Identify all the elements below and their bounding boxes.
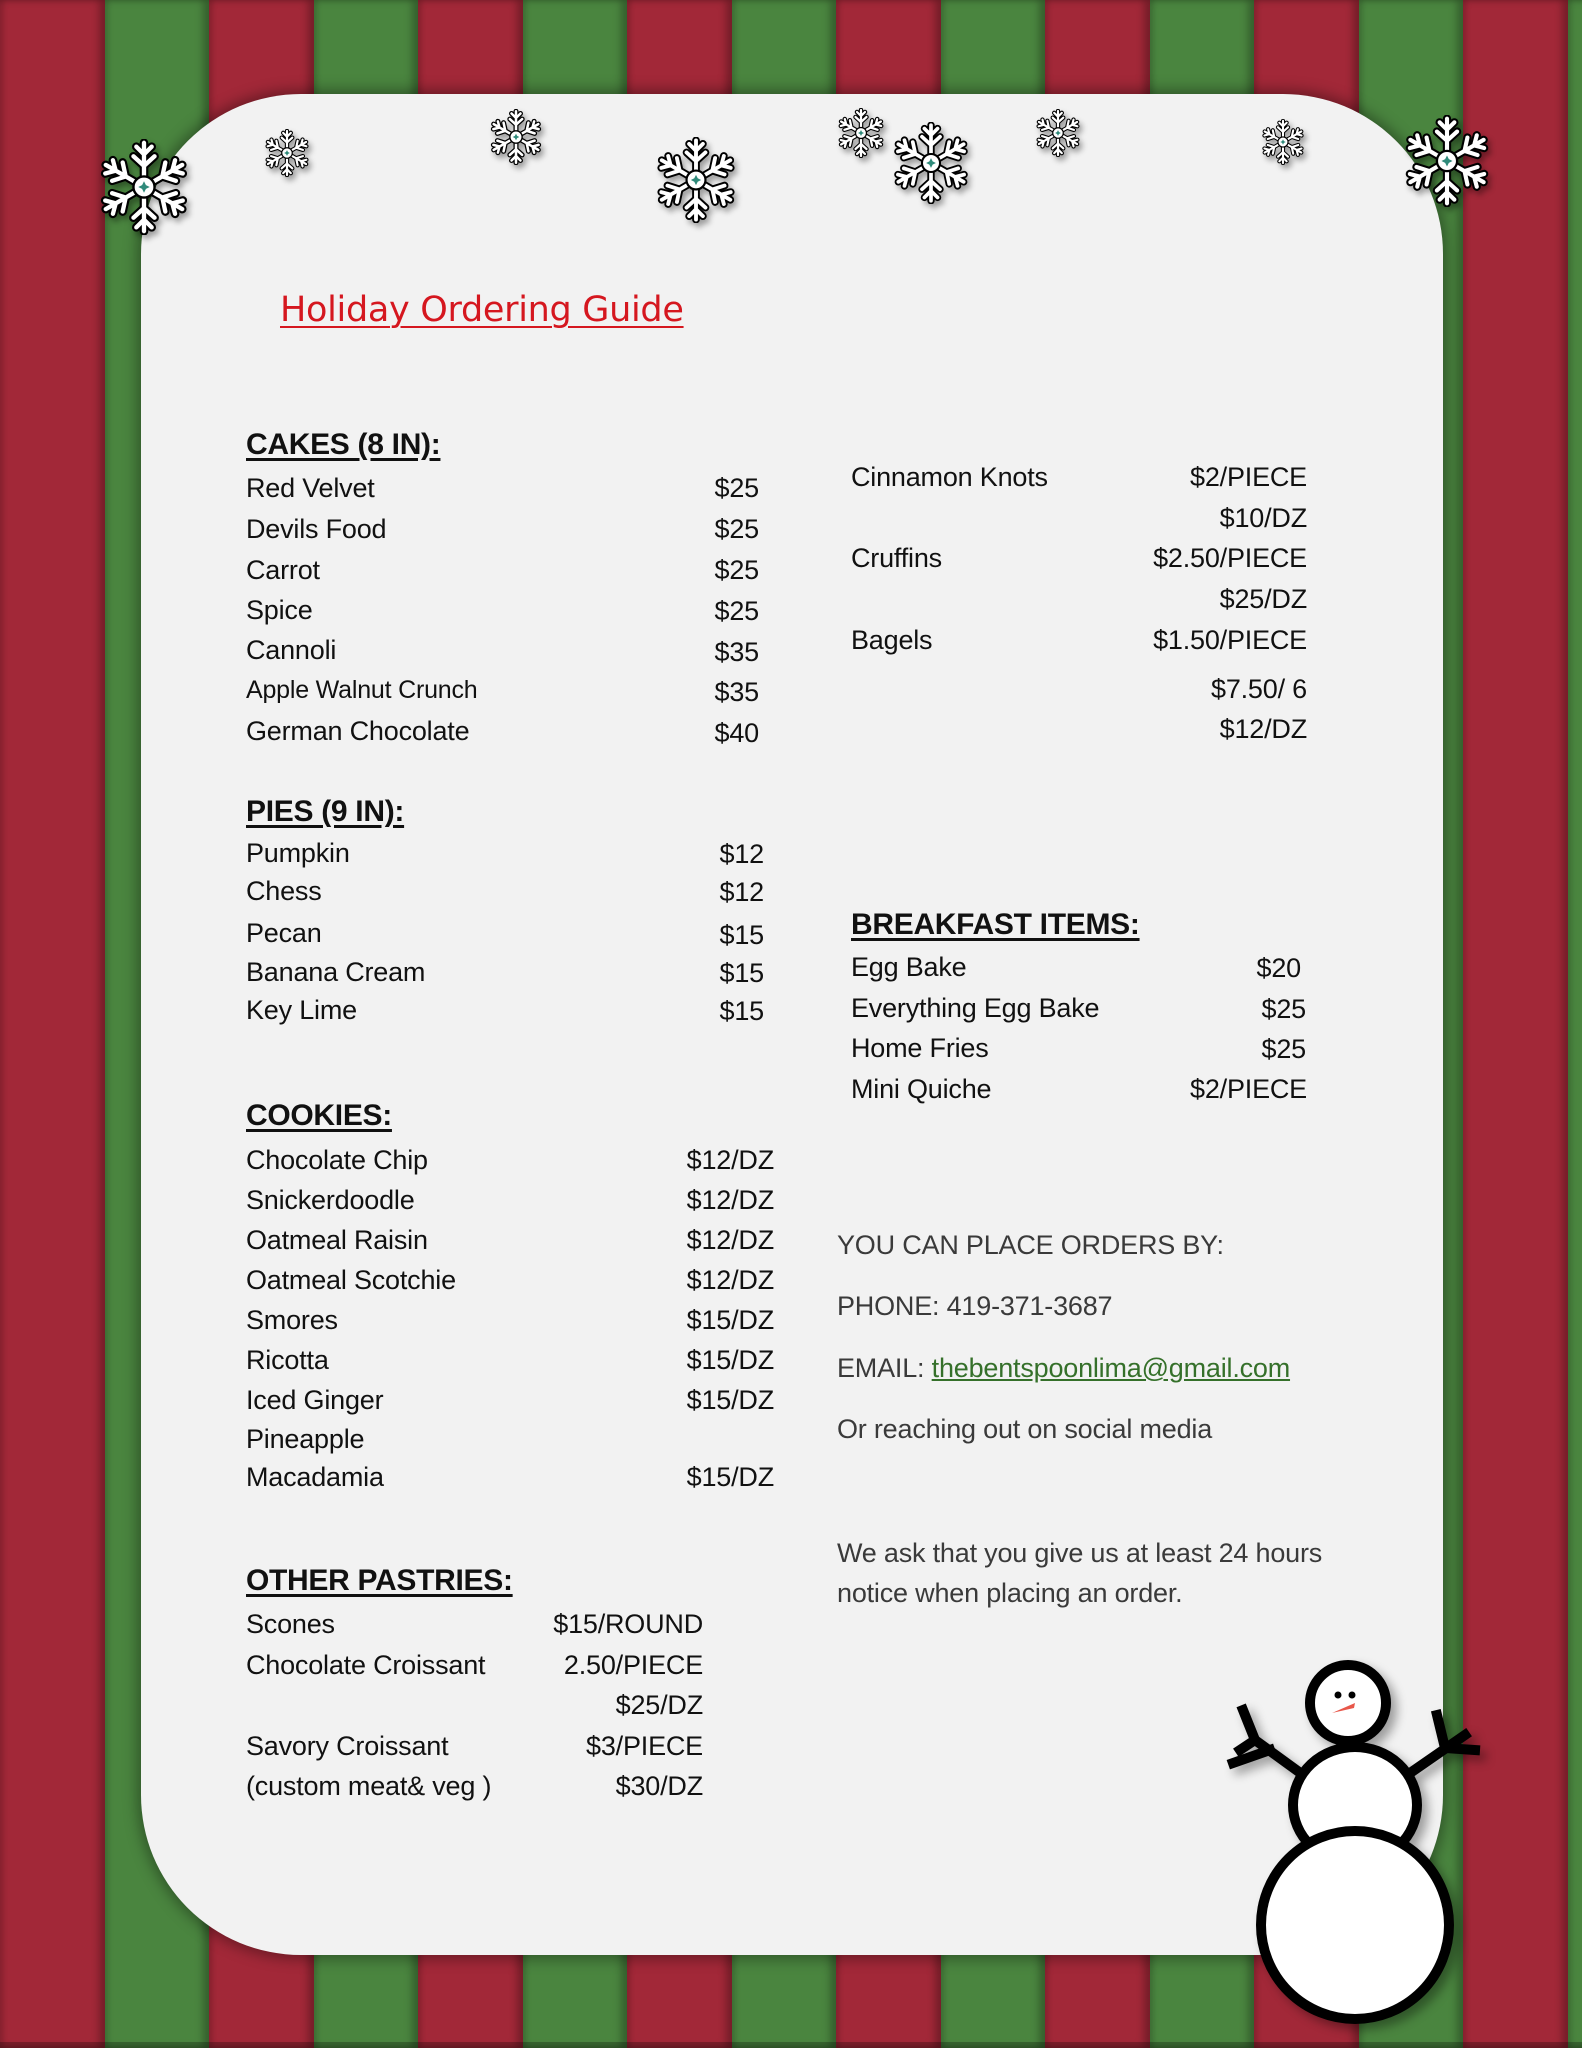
menu-item-name: Ricotta (246, 1345, 329, 1375)
phone-number: PHONE: 419-371-3687 (837, 1291, 1113, 1321)
menu-item-name: Egg Bake (851, 952, 967, 982)
snowflake-icon (488, 109, 544, 165)
menu-item-price: $15/DZ (686, 1462, 774, 1492)
section-header-cakes: CAKES (8 IN): (246, 428, 441, 461)
menu-item-price: $15/DZ (686, 1305, 774, 1335)
menu-item-price: $25 (714, 473, 759, 503)
menu-item-name: Cinnamon Knots (851, 462, 1048, 492)
menu-item-name: Mini Quiche (851, 1074, 992, 1104)
notice-line-2: notice when placing an order. (837, 1578, 1183, 1608)
social-media-note: Or reaching out on social media (837, 1414, 1213, 1444)
menu-item-price: $25/DZ (615, 1690, 703, 1720)
menu-item-name: German Chocolate (246, 716, 470, 746)
menu-item-price: $12 (719, 839, 764, 869)
menu-item-price: $15 (719, 958, 764, 988)
snowflake-icon (653, 137, 739, 223)
menu-item-price: $12/DZ (686, 1265, 774, 1295)
menu-item-price: $2/PIECE (1190, 1074, 1307, 1104)
email-link[interactable]: thebentspoonlima@gmail.com (931, 1353, 1291, 1383)
menu-item-price: $15 (719, 996, 764, 1026)
menu-item-name: Pecan (246, 918, 322, 948)
email-label: EMAIL: (837, 1353, 932, 1383)
menu-item-price: $35 (714, 637, 759, 667)
snowflake-icon (263, 129, 311, 177)
menu-item-price: $25 (1261, 1034, 1306, 1064)
menu-item-name: Everything Egg Bake (851, 993, 1100, 1023)
snowflake-icon (1260, 119, 1306, 165)
menu-item-name: (custom meat& veg ) (246, 1771, 492, 1801)
menu-item-price: $1.50/PIECE (1153, 625, 1307, 655)
menu-item-price: $12/DZ (1219, 714, 1307, 744)
section-header-other-pastries: OTHER PASTRIES: (246, 1564, 513, 1597)
order-methods-intro: YOU CAN PLACE ORDERS BY: (837, 1230, 1224, 1260)
menu-item-name: Key Lime (246, 995, 357, 1025)
menu-item-name: Smores (246, 1305, 338, 1335)
menu-item-price: $2.50/PIECE (1153, 543, 1307, 573)
menu-item-name: Apple Walnut Crunch (246, 676, 478, 704)
section-header-breakfast: BREAKFAST ITEMS: (851, 908, 1140, 941)
snowflake-icon (836, 108, 886, 158)
menu-item-price: $12/DZ (686, 1225, 774, 1255)
section-header-pies: PIES (9 IN): (246, 795, 405, 828)
menu-item-price: $30/DZ (615, 1771, 703, 1801)
page-title: Holiday Ordering Guide (280, 290, 684, 330)
menu-item-name: Snickerdoodle (246, 1185, 415, 1215)
menu-item-price: $40 (714, 718, 759, 748)
snowflake-icon (96, 139, 192, 235)
snowflake-icon (890, 122, 972, 204)
menu-item-name: Cruffins (851, 543, 942, 573)
menu-item-name: Pumpkin (246, 838, 350, 868)
menu-item-price: $12/DZ (686, 1185, 774, 1215)
menu-item-price: $25 (714, 555, 759, 585)
menu-item-name: Oatmeal Scotchie (246, 1265, 456, 1295)
menu-item-name: Cannoli (246, 635, 337, 665)
menu-item-name: Banana Cream (246, 957, 426, 987)
snowflake-icon (1034, 109, 1082, 157)
menu-item-name: Bagels (851, 625, 933, 655)
menu-item-price: $35 (714, 677, 759, 707)
menu-item-price: $7.50/ 6 (1211, 674, 1307, 704)
menu-item-name: Chess (246, 876, 322, 906)
menu-item-name: Macadamia (246, 1462, 384, 1492)
stripe-green (1568, 0, 1582, 2048)
menu-item-price: $3/PIECE (586, 1731, 703, 1761)
menu-item-name: Pineapple (246, 1424, 365, 1454)
menu-item-price: $25 (1261, 994, 1306, 1024)
menu-item-price: $25/DZ (1219, 584, 1307, 614)
email-line (837, 1353, 1290, 1384)
snowman-icon (1225, 1655, 1485, 2035)
menu-item-price: $15/ROUND (553, 1609, 703, 1639)
menu-item-price: $15/DZ (686, 1385, 774, 1415)
menu-item-price: $10/DZ (1219, 503, 1307, 533)
menu-item-name: Red Velvet (246, 473, 375, 503)
menu-item-name: Chocolate Chip (246, 1145, 428, 1175)
menu-item-name: Carrot (246, 555, 320, 585)
menu-item-price: $20 (1256, 953, 1301, 983)
notice-line-1: We ask that you give us at least 24 hours (837, 1538, 1323, 1568)
section-header-cookies: COOKIES: (246, 1099, 392, 1132)
menu-item-price: $12/DZ (686, 1145, 774, 1175)
snowflake-icon (1401, 115, 1493, 207)
menu-item-price: $25 (714, 514, 759, 544)
menu-item-price: $15 (719, 920, 764, 950)
menu-item-name: Chocolate Croissant (246, 1650, 486, 1680)
menu-item-name: Oatmeal Raisin (246, 1225, 428, 1255)
menu-item-name: Home Fries (851, 1033, 989, 1063)
menu-item-price: $12 (719, 877, 764, 907)
menu-item-name: Spice (246, 595, 313, 625)
menu-item-name: Savory Croissant (246, 1731, 449, 1761)
menu-item-name: Scones (246, 1609, 335, 1639)
menu-item-price: 2.50/PIECE (563, 1650, 703, 1680)
menu-item-price: $2/PIECE (1190, 462, 1307, 492)
menu-item-name: Devils Food (246, 514, 387, 544)
menu-item-price: $15/DZ (686, 1345, 774, 1375)
menu-item-name: Iced Ginger (246, 1385, 384, 1415)
stripe-red (0, 0, 105, 2048)
bottom-edge (0, 2042, 1582, 2048)
menu-item-price: $25 (714, 596, 759, 626)
